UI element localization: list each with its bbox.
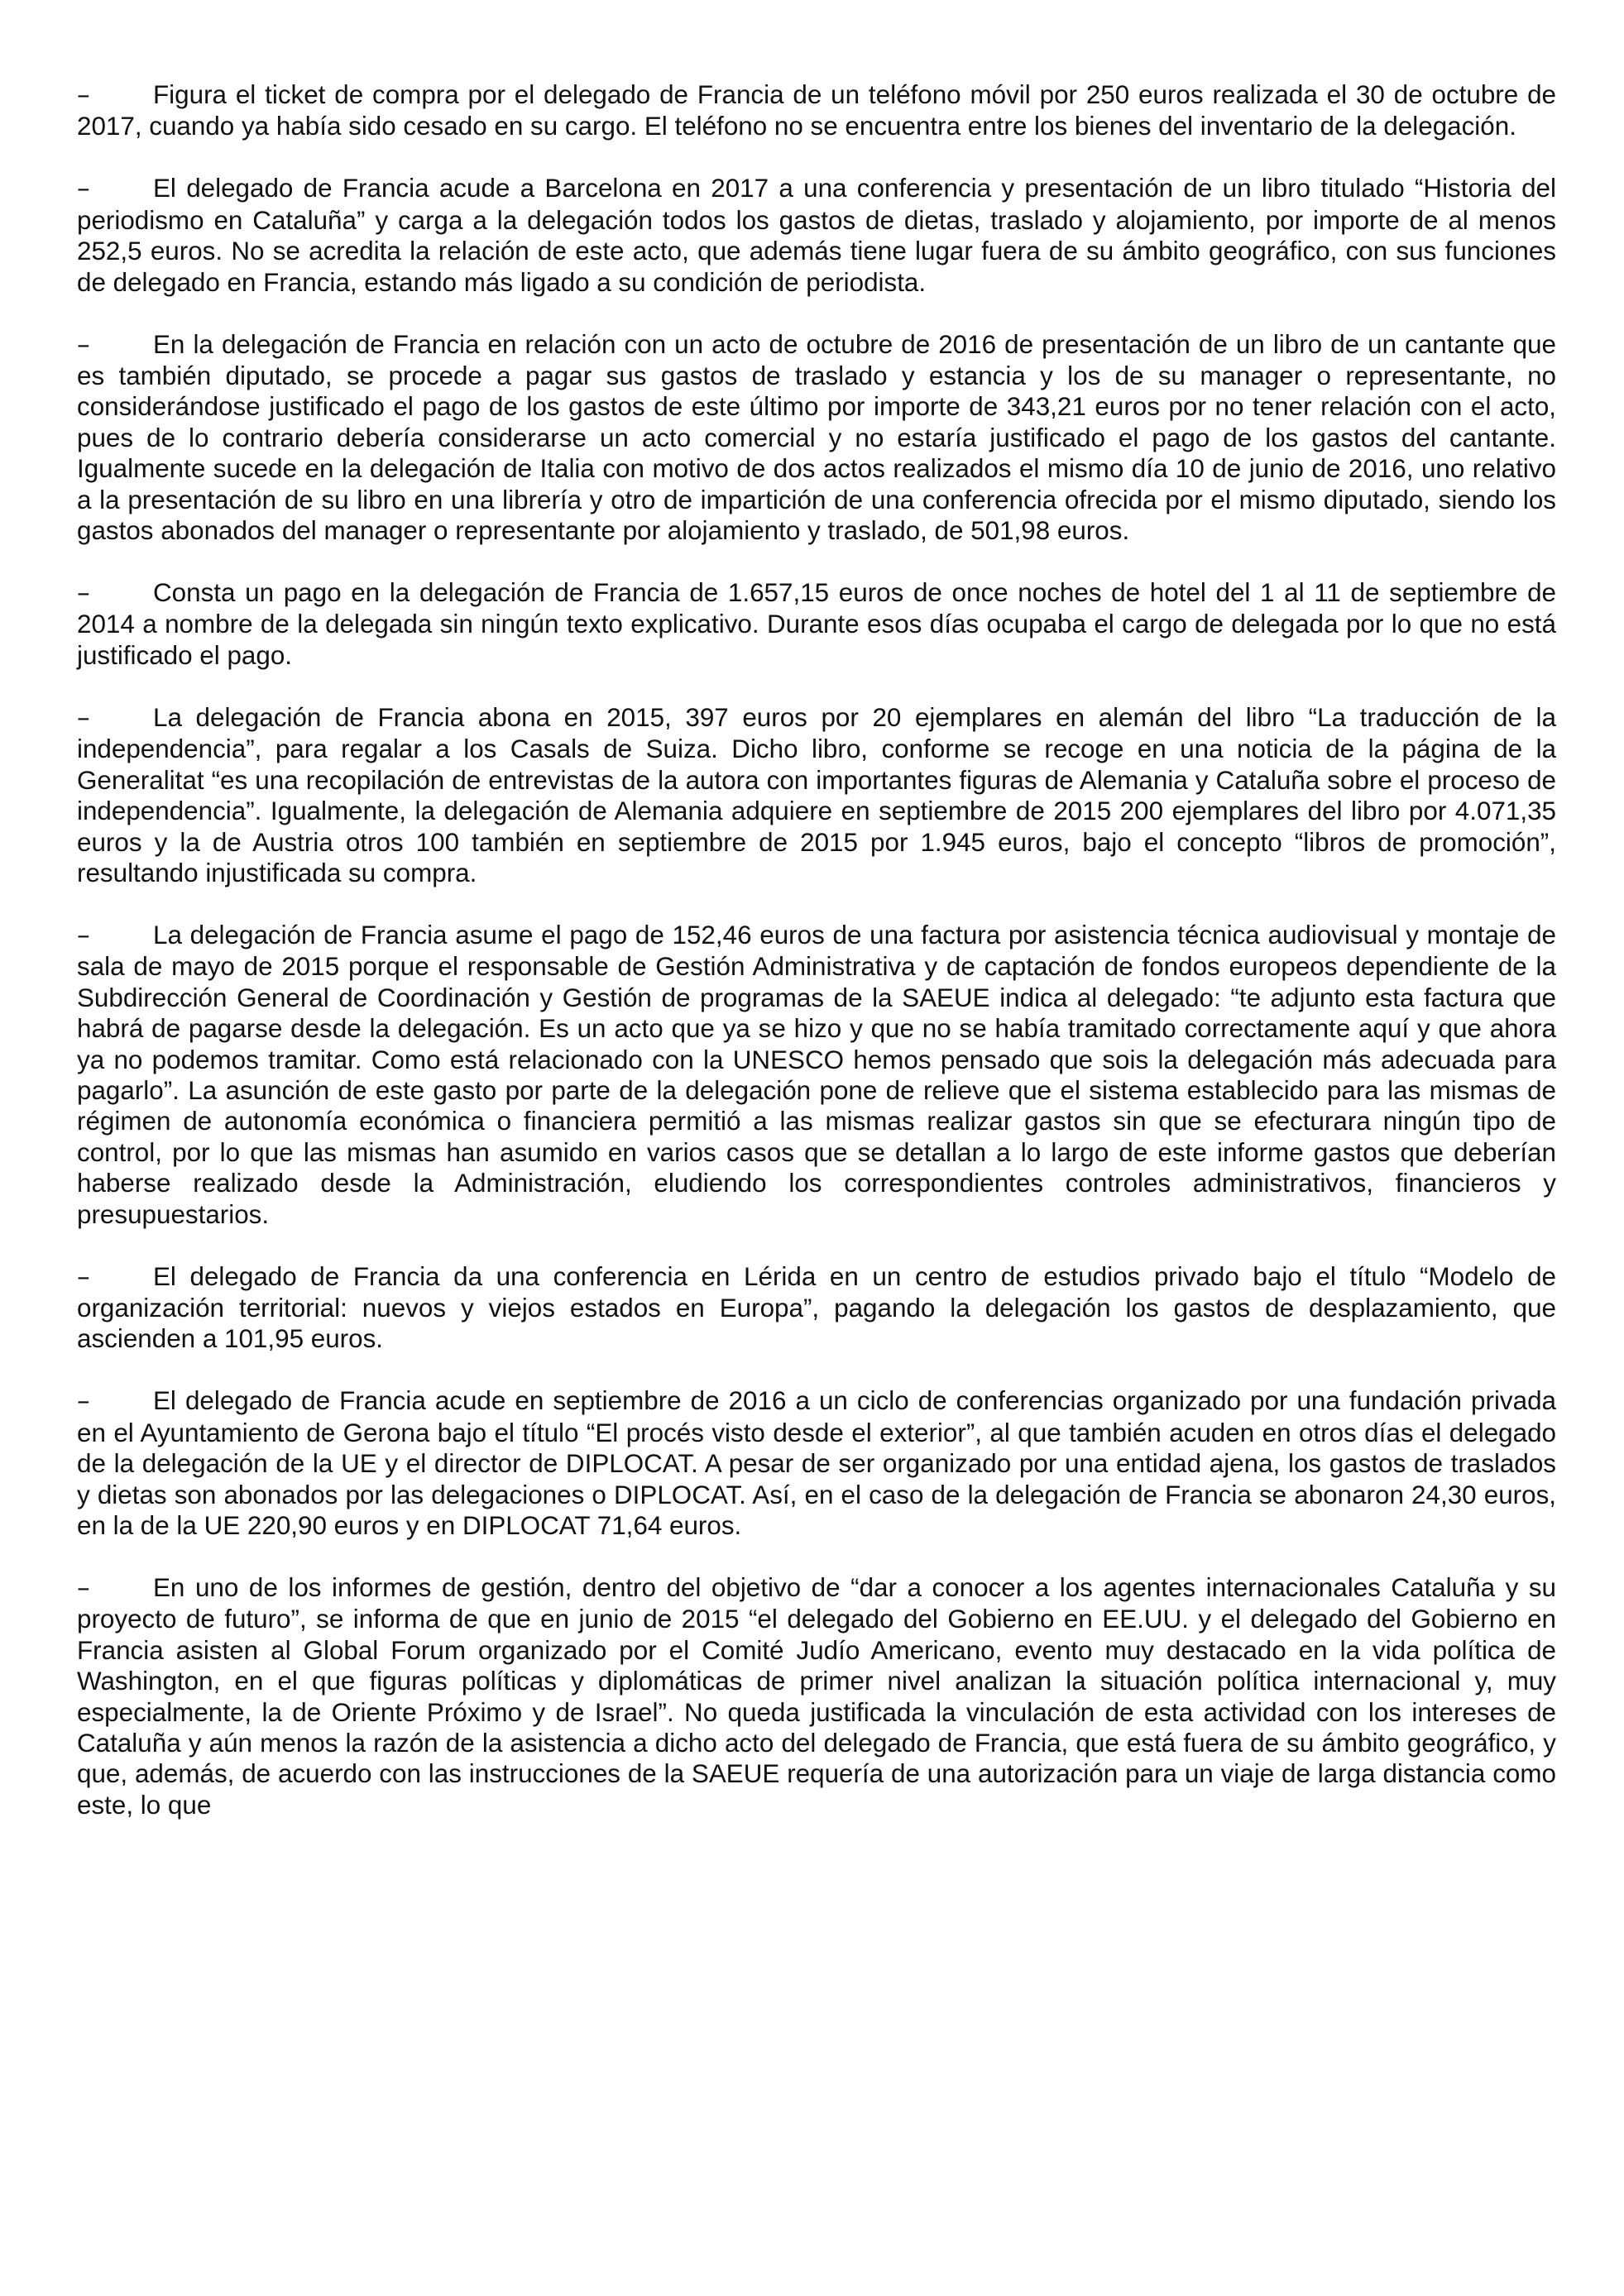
paragraph-hotel-payment — [77, 577, 1556, 671]
paragraph-text: El delegado de Francia acude a Barcelona en 2017 a una conferencia y presentación de un libro titulado “Historia del periodismo en Cataluña” y carga a la delegación todos los gastos de dietas, traslado y alojamiento, por importe de al menos 252,5 euros. No se acredita la relación de este acto, que además tiene lugar fuera de su ámbito geográfico, con sus funciones de delegado en Francia, estando más ligado a su condición de periodista. — [77, 174, 1556, 297]
dash-bullet: – — [77, 80, 90, 110]
paragraph-singer-book — [77, 329, 1556, 547]
paragraph-text: En la delegación de Francia en relación con un acto de octubre de 2016 de presentación de un libro de un cantante que es también diputado, se procede a pagar sus gastos de traslado y estancia y los de su manager o representante, no considerándose justificado el pago de los gastos de este último por importe de 343,21 euros por no tener relación con el acto, pues de lo contrario debería considerarse un acto comercial y no estaría justificado el pago de los gastos del cantante. Igualmente sucede en la delegación de Italia con motivo de dos actos realizados el mismo día 10 de junio de 2016, uno relativo a la presentación de su libro en una librería y otro de impartición de una conferencia ofrecida por el mismo diputado, siendo los gastos abonados del manager o representante por alojamiento y traslado, de 501,98 euros. — [77, 329, 1556, 546]
paragraph-text: El delegado de Francia da una conferencia en Lérida en un centro de estudios privado bajo el título “Modelo de organización territorial: nuevos y viejos estados en Europa”, pagando la delegación los gastos de desplazamiento, que ascienden a 101,95 euros. — [77, 1261, 1556, 1354]
dash-bullet: – — [77, 578, 90, 609]
paragraph-lerida-conference — [77, 1261, 1556, 1355]
dash-bullet: – — [77, 329, 90, 360]
paragraph-text: El delegado de Francia acude en septiembre de 2016 a un ciclo de conferencias organizado por una fundación privada en el Ayuntamiento de Gerona bajo el título “El procés visto desde el exterior”, al que también acuden en otros días el delegado de la delegación de la UE y el director de DIPLOCAT. A pesar de ser organizado por una entidad ajena, los gastos de traslados y dietas son abonados por las delegaciones o DIPLOCAT. Así, en el caso de la delegación de Francia se abonaron 24,30 euros, en la de la UE 220,90 euros y en DIPLOCAT 71,64 euros. — [77, 1386, 1556, 1540]
dash-bullet: – — [77, 702, 90, 733]
dash-bullet: – — [77, 920, 90, 950]
paragraph-barcelona-conference — [77, 173, 1556, 298]
dash-bullet: – — [77, 174, 90, 204]
dash-bullet: – — [77, 1573, 90, 1603]
paragraph-unesco-invoice — [77, 920, 1556, 1230]
dash-bullet: – — [77, 1261, 90, 1292]
paragraph-text: Consta un pago en la delegación de Francia de 1.657,15 euros de once noches de hotel del 1 al 11 de septiembre de 2014 a nombre de la delegada sin ningún texto explicativo. Durante esos días ocupaba el cargo de delegada por lo que no está justificado el pago. — [77, 578, 1556, 670]
paragraph-text: Figura el ticket de compra por el delegado de Francia de un teléfono móvil por 250 euros realizada el 30 de octubre de 2017, cuando ya había sido cesado en su cargo. El teléfono no se encuentra entre los bienes del inventario de la delegación. — [77, 80, 1556, 141]
paragraph-text: La delegación de Francia abona en 2015, 397 euros por 20 ejemplares en alemán del libro “La traducción de la independencia”, para regalar a los Casals de Suiza. Dicho libro, conforme se recoge en una noticia de la página de la Generalitat “es una recopilación de entrevistas de la autora con importantes figuras de Alemania y Cataluña sobre el proceso de independencia”. Igualmente, la delegación de Alemania adquiere en septiembre de 2015 200 ejemplares del libro por 4.071,35 euros y la de Austria otros 100 también en septiembre de 2015 por 1.945 euros, bajo el concepto “libros de promoción”, resultando injustificada su compra. — [77, 702, 1556, 887]
dash-bullet: – — [77, 1386, 90, 1417]
paragraph-phone-ticket — [77, 79, 1556, 142]
paragraph-text: En uno de los informes de gestión, dentro del objetivo de “dar a conocer a los agentes internacionales Cataluña y su proyecto de futuro”, se informa de que en junio de 2015 “el delegado del Gobierno en EE.UU. y el delegado del Gobierno en Francia asisten al Global Forum organizado por el Comité Judío Americano, evento muy destacado en la vida política de Washington, en el que figuras políticas y diplomáticas de primer nivel analizan la situación política internacional y, muy especialmente, la de Oriente Próximo y de Israel”. No queda justificada la vinculación de esta actividad con los intereses de Cataluña y aún menos la razón de la asistencia a dicho acto del delegado de Francia, que está fuera de su ámbito geográfico, y que, además, de acuerdo con las instrucciones de la SAEUE requería de una autorización para un viaje de larga distancia como este, lo que — [77, 1573, 1556, 1820]
paragraph-book-copies — [77, 702, 1556, 888]
paragraph-gerona-conference — [77, 1385, 1556, 1541]
document-page — [77, 79, 1556, 1852]
paragraph-global-forum — [77, 1572, 1556, 1820]
paragraph-text: La delegación de Francia asume el pago de 152,46 euros de una factura por asistencia técnica audiovisual y montaje de sala de mayo de 2015 porque el responsable de Gestión Administrativa y de captación de fondos europeos dependiente de la Subdirección General de Coordinación y Gestión de programas de la SAEUE indica al delegado: “te adjunto esta factura que habrá de pagarse desde la delegación. Es un acto que ya se hizo y que no se había tramitado correctamente aquí y que ahora ya no podemos tramitar. Como está relacionado con la UNESCO hemos pensado que sois la delegación más adecuada para pagarlo”. La asunción de este gasto por parte de la delegación pone de relieve que el sistema establecido para las mismas de régimen de autonomía económica o financiera permitió a las mismas realizar gastos sin que se efecturara ningún tipo de control, por lo que las mismas han asumido en varios casos que se detallan a lo largo de este informe gastos que deberían haberse realizado desde la Administración, eludiendo los correspondientes controles administrativos, financieros y presupuestarios. — [77, 920, 1556, 1229]
